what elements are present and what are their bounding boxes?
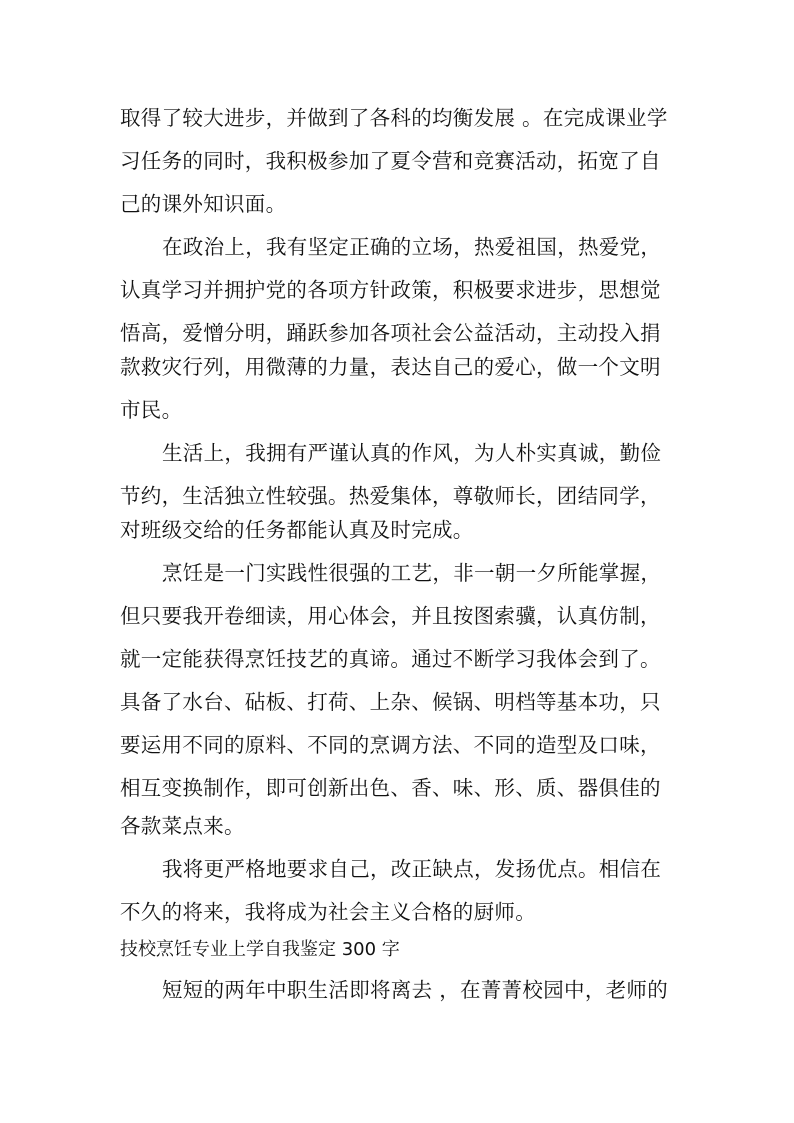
paragraph-2-line-5: 市民。 [120, 398, 183, 422]
paragraph-3-line-3: 对班级交给的任务都能认真及时完成。 [120, 518, 474, 542]
paragraph-4-line-3: 就一定能获得烹饪技艺的真谛。通过不断学习我体会到了。 [120, 647, 661, 671]
paragraph-4-line-4: 具备了水台、砧板、打荷、上杂、候锅、明档等基本功，只 [120, 690, 661, 714]
paragraph-2-line-4: 款救灾行列，用微薄的力量，表达自己的爱心，做一个文明 [120, 355, 661, 379]
paragraph-3-line-2: 节约，生活独立性较强。热爱集体，尊敬师长，团结同学， [120, 484, 661, 508]
paragraph-2-line-1: 在政治上，我有坚定正确的立场，热爱祖国，热爱党， [162, 235, 662, 259]
paragraph-4-line-7: 各款菜点来。 [120, 814, 245, 838]
paragraph-3-line-1: 生活上，我拥有严谨认真的作风，为人朴实真诚，勤俭 [162, 441, 662, 465]
paragraph-4-line-6: 相互变换制作，即可创新出色、香、味、形、质、器俱佳的 [120, 776, 661, 800]
paragraph-5-line-1: 我将更严格地要求自己，改正缺点，发扬优点。相信在 [162, 857, 662, 881]
section-heading: 技校烹饪专业上学自我鉴定 300 字 [120, 939, 400, 960]
paragraph-6-line-1: 短短的两年中职生活即将离去 ，在菁菁校园中，老师的 [162, 978, 669, 1002]
paragraph-2-line-3: 悟高，爱憎分明，踊跃参加各项社会公益活动，主动投入捐 [120, 321, 661, 345]
paragraph-4-line-5: 要运用不同的原料、不同的烹调方法、不同的造型及口味， [120, 733, 661, 757]
paragraph-5-line-2: 不久的将来，我将成为社会主义合格的厨师。 [120, 900, 536, 924]
paragraph-4-line-2: 但只要我开卷细读，用心体会，并且按图索骥，认真仿制， [120, 604, 661, 628]
paragraph-1-line-2: 习任务的同时，我积极参加了夏令营和竞赛活动，拓宽了自 [120, 149, 661, 173]
paragraph-1-line-1: 取得了较大进步，并做到了各科的均衡发展 。在完成课业学 [120, 106, 668, 130]
paragraph-1-line-3: 己的课外知识面。 [120, 192, 287, 216]
paragraph-2-line-2: 认真学习并拥护党的各项方针政策，积极要求进步，思想觉 [120, 278, 661, 302]
paragraph-4-line-1: 烹饪是一门实践性很强的工艺，非一朝一夕所能掌握， [162, 561, 662, 585]
